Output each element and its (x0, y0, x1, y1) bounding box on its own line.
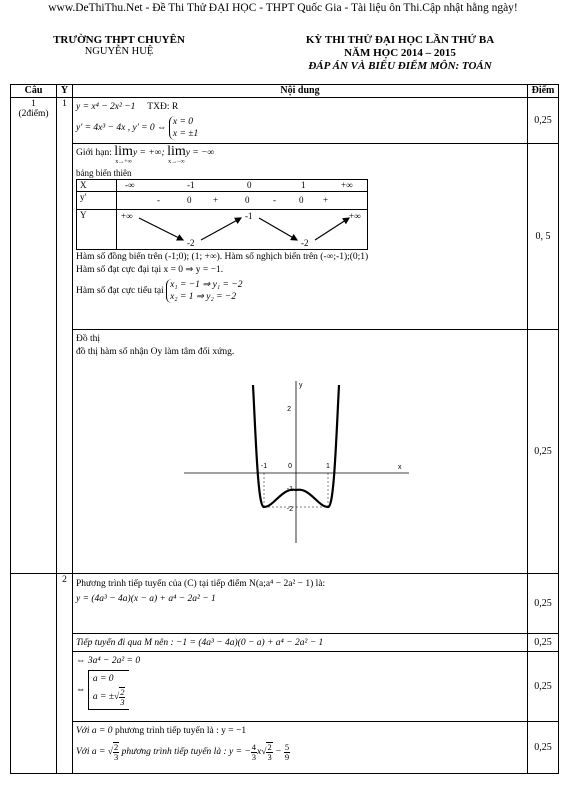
minus-sign: − (275, 747, 282, 758)
site-banner: www.DeThiThu.Net - Đề Thi Thử ĐẠI HỌC - THPT Quốc Gia - Tài liệu ôn Thi.Cập nhật hằng ngày! (48, 2, 518, 14)
y-value: +∞ (349, 211, 361, 221)
score-cell: 0, 5 (528, 144, 559, 330)
tick-label-x1: 1 (326, 463, 330, 470)
tangent-equation-intro: Phương trình tiếp tuyến của (C) tại tiếp điểm N(a;a⁴ − 2a² − 1) là: (76, 579, 326, 589)
answer-table (10, 84, 559, 774)
graph-description: đồ thị hàm số nhận Oy làm tâm đối xứng. (76, 347, 235, 357)
school-header (14, 34, 224, 57)
content-cell: Giới hạn: lim x→+∞ y = +∞; lim x→−∞ y = −∞ bảng biến thiên X -∞ -1 0 1 +∞ y' - 0 + 0 - 0 + Y +∞ -2 -1 -2 +∞ Hàm số đồng biến trên (-1;0); (1; +∞). Hàm số nghịch biến trên (-∞;-1);(0;1) Hàm số đạt cực đại tại x = 0 ⇒ y = −1. Hàm số đạt cực tiểu tại x₁ = −1 ⇒ y₁ = −2 x₂ = 1 ⇒ y₂ = −2 (73, 144, 528, 330)
yprime-sign: 0 (187, 195, 192, 205)
question-number: 1 (31, 99, 36, 109)
case-a-root: Với a = √ (76, 747, 114, 758)
table-row (77, 210, 368, 250)
case-a0-result: phương trình tiếp tuyến là : y = −1 (114, 726, 247, 736)
table-row (11, 144, 559, 330)
x-axis-label: x (398, 464, 402, 471)
table-row (11, 652, 559, 722)
question-2-cau-cell (11, 574, 57, 774)
content-cell (73, 574, 528, 634)
tangent-x-term: x√ (257, 747, 267, 758)
score-cell: 0,25 (528, 652, 559, 722)
fraction-denominator: 3 (251, 751, 257, 762)
fraction-numerator: 4 (251, 741, 257, 752)
content-cell (73, 98, 528, 144)
case-a0: Với a = 0 (76, 726, 113, 736)
x-value: 0 (247, 180, 252, 190)
part-2-cell: 2 (57, 574, 73, 774)
tick-label-x-neg1: -1 (260, 463, 268, 470)
col-header-score: Điểm (528, 85, 559, 98)
tick-label-y2: 2 (287, 406, 291, 413)
yprime-row-label: y' (77, 192, 117, 210)
yprime-sign: + (323, 195, 329, 205)
fraction-numerator: 2 (267, 742, 272, 752)
local-min-system (166, 279, 242, 303)
variation-arrows (117, 210, 369, 249)
equation-step: ⇔ 3a⁴ − 2a² = 0 (76, 656, 141, 666)
fraction-numerator: 2 (114, 742, 119, 752)
solution-1: a = 0 (92, 674, 114, 684)
yprime-sign: - (273, 195, 276, 205)
limit-value-2: y = −∞ (185, 148, 215, 158)
y-value: +∞ (121, 211, 133, 221)
fraction-denominator: 3 (120, 696, 125, 707)
arrow-up-1 (201, 218, 241, 240)
fraction-numerator: 5 (284, 741, 290, 752)
yprime-sign: - (157, 195, 160, 205)
score-cell: 0,25 (528, 634, 559, 652)
arrow-up-2 (315, 218, 349, 240)
yprime-sign: 0 (245, 195, 250, 205)
tick-label-y-neg1: -1 (286, 486, 293, 493)
critical-point-1: x = 0 (172, 117, 194, 127)
tick-label-origin: 0 (288, 463, 292, 470)
function-graph (184, 373, 414, 548)
derivative-expression: y' = 4x³ − 4x , y' = 0 ⇔ (76, 123, 167, 134)
exam-title: KỲ THI THỬ ĐẠI HỌC LẦN THỨ BA (305, 34, 495, 46)
table-row (77, 192, 368, 210)
content-cell (73, 330, 528, 574)
y-value: -1 (245, 211, 253, 221)
limit-sub-1: x→+∞ (115, 159, 132, 165)
y-row-label: Y (77, 210, 117, 250)
arrow-down-1 (139, 218, 183, 240)
yprime-sign: + (213, 195, 219, 205)
table-row (11, 98, 559, 144)
question-1-cell (11, 98, 57, 574)
x-value: -1 (187, 180, 195, 190)
fraction-denominator: 3 (114, 752, 119, 762)
col-header-cau: Câu (11, 85, 57, 98)
local-min-2: x₂ = 1 ⇒ y₂ = −2 (170, 292, 237, 302)
graph-title: Đồ thị (76, 334, 101, 344)
local-max-text: Hàm số đạt cực đại tại x = 0 ⇒ y = −1. (76, 265, 224, 275)
limit-label: Giới hạn: (76, 148, 112, 158)
y-value: -2 (187, 238, 195, 248)
fraction-denominator: 9 (284, 751, 290, 762)
content-cell (73, 634, 528, 652)
col-header-y: Ý (57, 85, 73, 98)
score-cell: 0,25 (528, 722, 559, 774)
tangent-through-m: Tiếp tuyến đi qua M nên : −1 = (4a³ − 4a)(0 − a) + a⁴ − 2a² − 1 (76, 638, 324, 648)
monotonicity-text: Hàm số đồng biến trên (-1;0); (1; +∞). Hàm số nghịch biến trên (-∞;-1);(0;1) (76, 252, 369, 262)
exam-header (240, 34, 560, 73)
variation-table (76, 179, 368, 250)
table-row (11, 634, 559, 652)
table-row (11, 574, 559, 634)
content-cell (73, 652, 528, 722)
x-row-label: X (77, 180, 117, 192)
equivalence-symbol: ⇔ (76, 685, 86, 696)
tick-label-y-neg2: -2 (286, 506, 293, 513)
solution-2-prefix: a = ±√ (92, 692, 120, 702)
table-row (77, 180, 368, 192)
question-points: (2điểm) (18, 109, 49, 119)
x-value: +∞ (341, 180, 353, 190)
local-min-label: Hàm số đạt cực tiểu tại (76, 286, 164, 297)
limit-value-1: y = +∞; (132, 148, 165, 158)
local-min-1: x₁ = −1 ⇒ y₁ = −2 (170, 280, 243, 290)
score-cell: 0,25 (528, 98, 559, 144)
domain-text: TXĐ: R (147, 102, 179, 112)
case-a-root-result: phương trình tiếp tuyến là : y = − (121, 747, 251, 758)
tangent-equation: y = (4a³ − 4a)(x − a) + a⁴ − 2a² − 1 (76, 594, 216, 604)
arrow-down-2 (259, 218, 297, 240)
table-row (11, 330, 559, 574)
school-name: NGUYỄN HUỆ (84, 46, 154, 57)
limit-sub-2: x→−∞ (168, 159, 185, 165)
part-1-cell: 1 (57, 98, 73, 574)
score-cell: 0,25 (528, 574, 559, 634)
y-axis-label: y (299, 382, 303, 389)
critical-point-2: x = ±1 (172, 129, 199, 139)
y-value: -2 (301, 238, 309, 248)
yprime-sign: 0 (299, 195, 304, 205)
critical-points-system (169, 116, 198, 140)
table-row (11, 722, 559, 774)
exam-subtitle: ĐÁP ÁN VÀ BIỂU ĐIỂM MÔN: TOÁN (308, 60, 492, 72)
x-value: 1 (301, 180, 306, 190)
table-header-row (11, 85, 559, 98)
content-cell (73, 722, 528, 774)
school-label: TRƯỜNG THPT CHUYÊN (53, 34, 185, 46)
score-cell: 0,25 (528, 330, 559, 574)
variation-table-label: bảng biến thiên (76, 168, 132, 178)
col-header-content: Nội dung (73, 85, 528, 98)
exam-year: NĂM HỌC 2014 – 2015 (344, 47, 456, 59)
solutions-system (88, 670, 130, 710)
fraction-numerator: 2 (120, 686, 125, 697)
x-value: -∞ (125, 180, 135, 190)
fraction-denominator: 3 (267, 752, 272, 762)
function-expression: y = x⁴ − 2x² −1 (76, 102, 136, 112)
